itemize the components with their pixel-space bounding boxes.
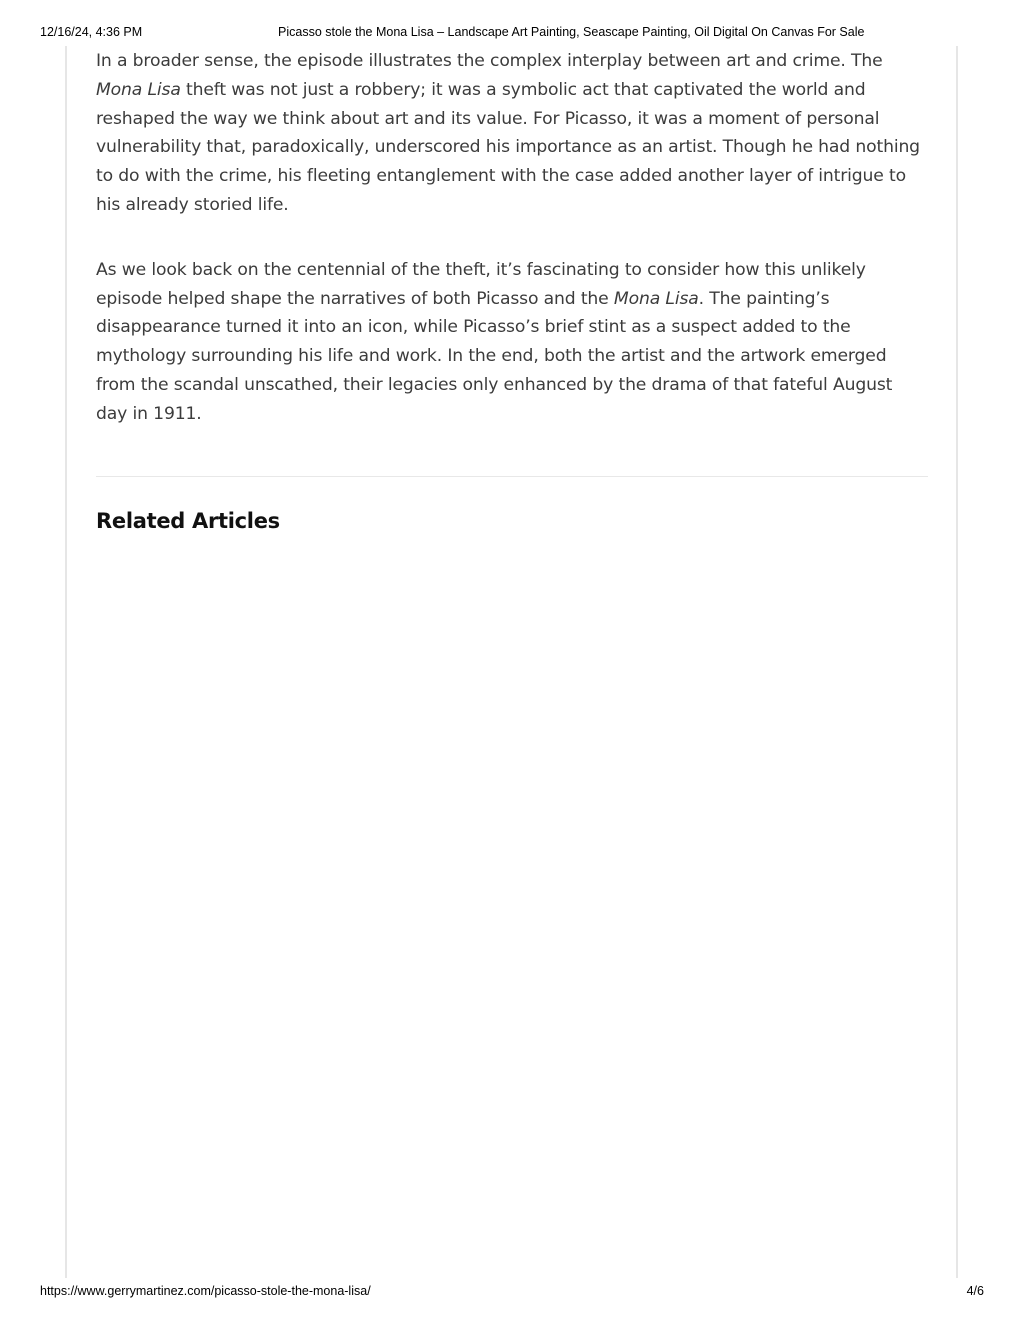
print-page-number: 4/6	[966, 1284, 984, 1298]
paragraph-1-text-b: theft was not just a robbery; it was a symbolic act that captivated the world and reshaped the way we think about art and its value. For Picasso, it was a moment of personal vulnerability that, paradoxically, underscored his importance as an artist. Though he had nothing to do with the crime, his fleeting entanglement with the case added another layer of intrigue to his already storied life.	[96, 79, 920, 215]
paragraph-1-italic-title: Mona Lisa	[96, 79, 181, 100]
article-paragraph-1	[96, 47, 928, 220]
print-datetime: 12/16/24, 4:36 PM	[40, 25, 143, 39]
print-url: https://www.gerrymartinez.com/picasso-stole-the-mona-lisa/	[40, 1284, 371, 1298]
paragraph-2-italic-title: Mona Lisa	[613, 288, 699, 309]
print-footer	[0, 1284, 1024, 1304]
paragraph-2-text-a: As we look back on the centennial of the theft, it’s fascinating to consider how this unlikely episode helped shape the narratives of both Picasso and the	[96, 259, 866, 309]
related-articles-heading: Related Articles	[96, 509, 280, 533]
print-header	[0, 0, 1024, 40]
print-page-title: Picasso stole the Mona Lisa – Landscape Art Painting, Seascape Painting, Oil Digital On Canvas For Sale	[278, 25, 865, 39]
paragraph-2-text-b: . The painting’s disappearance turned it into an icon, while Picasso’s brief stint as a suspect added to the mythology surrounding his life and work. In the end, both the artist and the artwork emerged from the scandal unscathed, their legacies only enhanced by the drama of that fateful August day in 1911.	[96, 288, 893, 424]
section-divider	[96, 476, 928, 477]
paragraph-1-text-a: In a broader sense, the episode illustrates the complex interplay between art and crime. The	[96, 51, 883, 71]
article-paragraph-2	[96, 256, 928, 429]
article-body	[96, 47, 928, 429]
